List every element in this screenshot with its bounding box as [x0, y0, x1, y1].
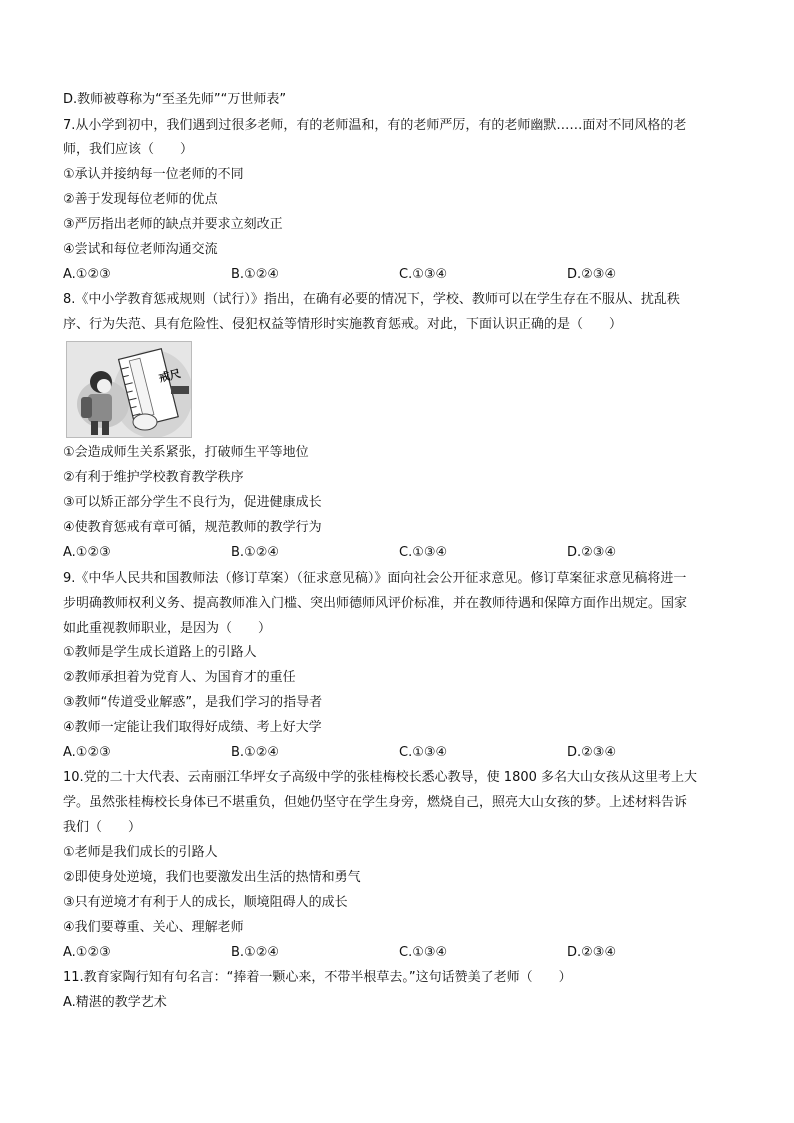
q7-option-a: A.①②③ [63, 267, 111, 282]
q8-option-d: D.②③④ [567, 545, 617, 560]
q10-option-b: B.①②④ [231, 945, 280, 960]
q10-option-d: D.②③④ [567, 945, 617, 960]
q9-option-d: D.②③④ [567, 745, 617, 760]
q10-item-4: ④我们要尊重、关心、理解老师 [63, 920, 244, 935]
q10-options [63, 943, 743, 963]
q9-item-3: ③教师“传道受业解惑”，是我们学习的指导者 [63, 695, 323, 710]
q7-item-1: ①承认并接纳每一位老师的不同 [63, 167, 244, 182]
q7-item-4: ④尝试和每位老师沟通交流 [63, 242, 218, 257]
q10-stem-line2: 学。虽然张桂梅校长身体已不堪重负，但她仍坚守在学生身旁，燃烧自己，照亮大山女孩的梦。上述材料告诉 [63, 795, 688, 810]
q9-options [63, 743, 743, 763]
q8-stem-line2: 序、行为失范、具有危险性、侵犯权益等情形时实施教育惩戒。对此，下面认识正确的是（ ） [63, 317, 623, 332]
q9-stem-line3: 如此重视教师职业，是因为（ ） [63, 621, 272, 636]
q8-option-b: B.①②④ [231, 545, 280, 560]
q10-item-2: ②即使身处逆境，我们也要激发出生活的热情和勇气 [63, 870, 361, 885]
q9-item-1: ①教师是学生成长道路上的引路人 [63, 645, 257, 660]
q8-item-2: ②有利于维护学校教育教学秩序 [63, 470, 244, 485]
q8-item-4: ④使教育惩戒有章可循，规范教师的教学行为 [63, 520, 322, 535]
q11-option-a: A.精湛的教学艺术 [63, 995, 167, 1010]
q10-option-a: A.①②③ [63, 945, 111, 960]
q7-options [63, 265, 743, 285]
q8-stem-line1: 8.《中小学教育惩戒规则（试行）》指出，在确有必要的情况下，学校、教师可以在学生存在不服从、扰乱秩 [63, 292, 680, 307]
q7-option-d: D.②③④ [567, 267, 617, 282]
q9-stem-line2: 步明确教师权利义务、提高教师准入门槛、突出师德师风评价标准，并在教师待遇和保障方面作出规定。国家 [63, 596, 688, 611]
q7-stem-line1: 7.从小学到初中，我们遇到过很多老师，有的老师温和，有的老师严厉，有的老师幽默……面对不同风格的老 [63, 118, 687, 133]
q9-option-a: A.①②③ [63, 745, 111, 760]
ruler-cartoon-drawing [67, 342, 191, 437]
q9-item-2: ②教师承担着为党育人、为国育才的重任 [63, 670, 296, 685]
q10-option-c: C.①③④ [399, 945, 448, 960]
q7-option-c: C.①③④ [399, 267, 448, 282]
q6-option-d: D.教师被尊称为“至圣先师”“万世师表” [63, 92, 287, 107]
q10-item-1: ①老师是我们成长的引路人 [63, 845, 218, 860]
q9-stem-line1: 9.《中华人民共和国教师法（修订草案）（征求意见稿）》面向社会公开征求意见。修订草案征求意见稿将进一 [63, 571, 687, 586]
q10-stem-line3: 我们（ ） [63, 820, 142, 835]
q10-item-3: ③只有逆境才有利于人的成长，顺境阻碍人的成长 [63, 895, 348, 910]
q9-option-c: C.①③④ [399, 745, 448, 760]
q8-options [63, 543, 743, 563]
q7-item-3: ③严厉指出老师的缺点并要求立刻改正 [63, 217, 283, 232]
q9-item-4: ④教师一定能让我们取得好成绩、考上好大学 [63, 720, 322, 735]
q8-option-a: A.①②③ [63, 545, 111, 560]
q8-option-c: C.①③④ [399, 545, 448, 560]
q7-item-2: ②善于发现每位老师的优点 [63, 192, 218, 207]
q10-stem-line1: 10.党的二十大代表、云南丽江华坪女子高级中学的张桂梅校长悉心教导，使 1800 多名大山女孩从这里考上大 [63, 770, 698, 785]
q11-stem-line1: 11.教育家陶行知有句名言：“捧着一颗心来，不带半根草去。”这句话赞美了老师（ ） [63, 970, 572, 985]
ruler-label: 戒尺 [157, 366, 183, 385]
q8-item-3: ③可以矫正部分学生不良行为，促进健康成长 [63, 495, 322, 510]
q8-item-1: ①会造成师生关系紧张，打破师生平等地位 [63, 445, 309, 460]
ruler-cartoon-image [66, 341, 192, 438]
q9-option-b: B.①②④ [231, 745, 280, 760]
q7-stem-line2: 师，我们应该（ ） [63, 142, 194, 157]
q7-option-b: B.①②④ [231, 267, 280, 282]
